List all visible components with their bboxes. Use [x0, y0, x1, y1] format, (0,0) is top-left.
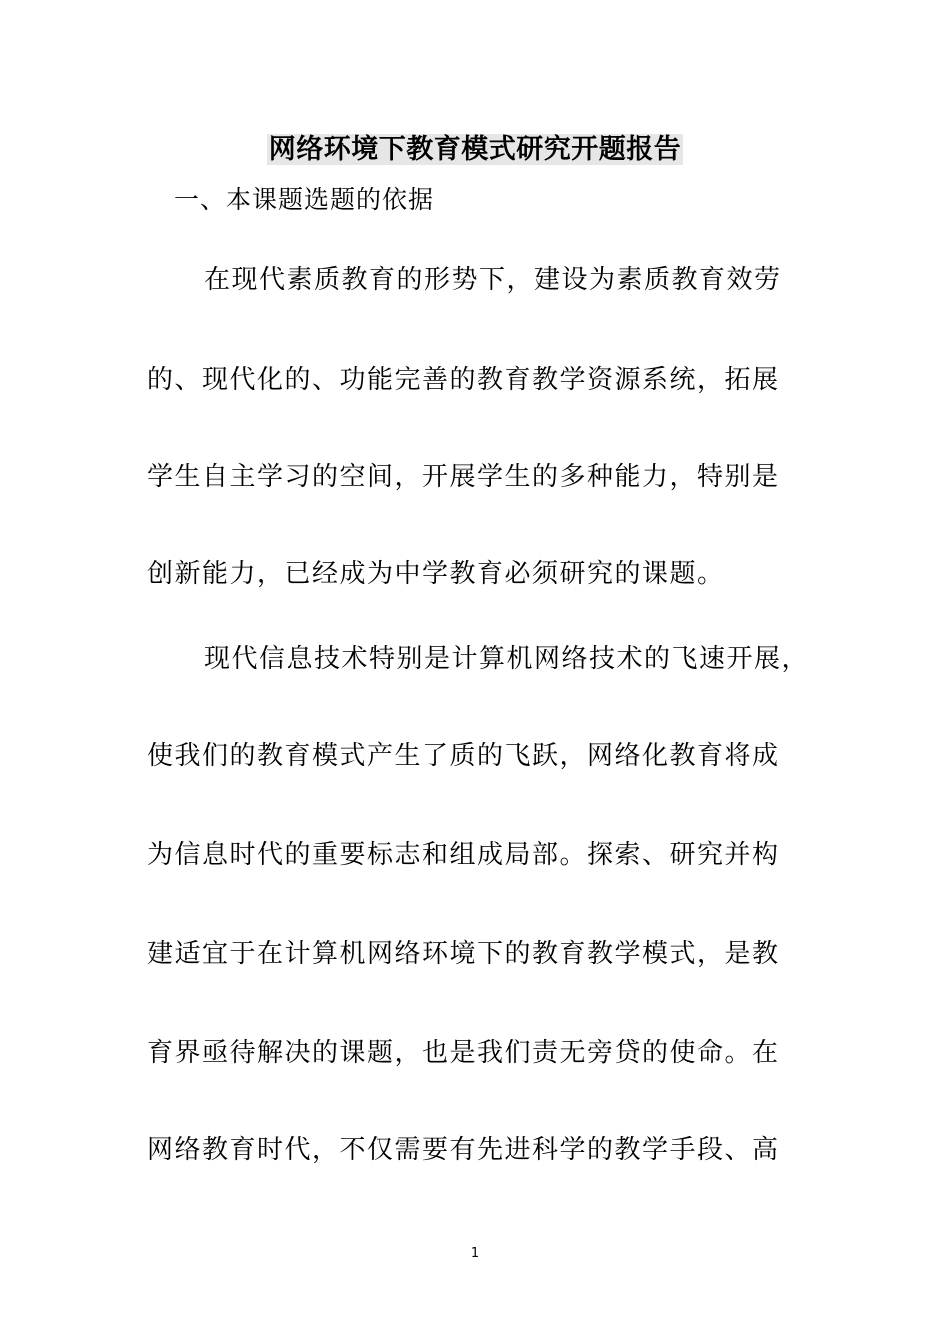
paragraph-line: 网络教育时代，不仅需要有先进科学的教学手段、高 [147, 1135, 780, 1165]
paragraph-line: 建适宜于在计算机网络环境下的教育教学模式，是教 [147, 939, 780, 969]
paragraph-line: 创新能力，已经成为中学教育必须研究的课题。 [147, 559, 725, 589]
document-title-text: 网络环境下教育模式研究开题报告 [268, 134, 682, 165]
paragraph-line: 学生自主学习的空间，开展学生的多种能力，特别是 [147, 462, 780, 492]
paragraph-line: 育界亟待解决的课题，也是我们责无旁贷的使命。在 [147, 1038, 780, 1068]
paragraph-line: 现代信息技术特别是计算机网络技术的飞速开展， [204, 644, 810, 674]
paragraph-line: 为信息时代的重要标志和组成局部。探索、研究并构 [147, 840, 780, 870]
paragraph-line: 在现代素质教育的形势下，建设为素质教育效劳 [204, 265, 782, 295]
document-title [0, 132, 950, 168]
paragraph-line: 使我们的教育模式产生了质的飞跃，网络化教育将成 [147, 741, 780, 771]
paragraph-line: 的、现代化的、功能完善的教育教学资源系统，拓展 [147, 365, 780, 395]
page-number: 1 [470, 1246, 480, 1261]
section-heading: 一、本课题选题的依据 [174, 185, 435, 214]
